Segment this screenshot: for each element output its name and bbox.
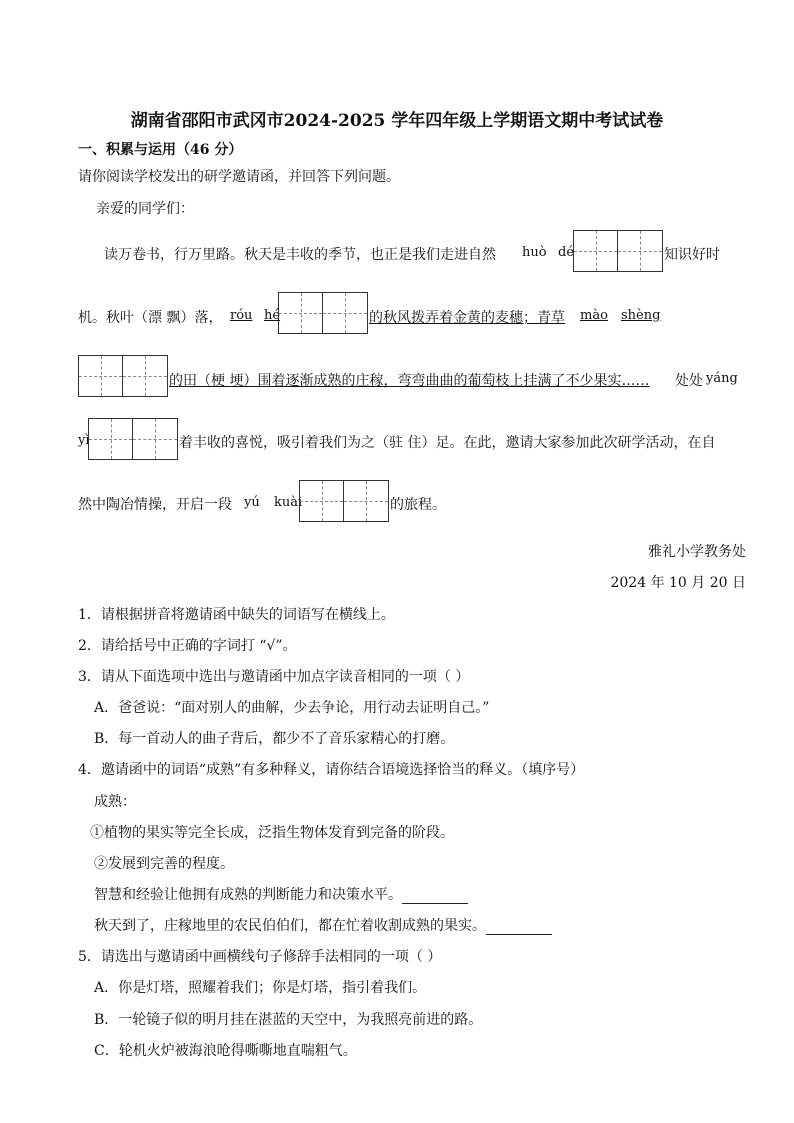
question-5-option-a: A．你是灯塔，照耀着我们；你是灯塔，指引着我们。 xyxy=(94,980,427,996)
letter-date: 2024 年 10 月 20 日 xyxy=(610,575,746,591)
letter-line-5a: 然中陶冶情操，开启一段 xyxy=(78,497,232,513)
answer-box-maosheng[interactable] xyxy=(78,355,168,397)
question-2: 2．请给括号中正确的字词打 “√”。 xyxy=(78,638,297,654)
answer-cell[interactable] xyxy=(279,293,323,333)
pinyin-sheng: shèng xyxy=(621,308,661,323)
pinyin-rou: róu xyxy=(230,308,253,323)
answer-cell[interactable] xyxy=(323,293,367,333)
question-4-label: 成熟： xyxy=(94,794,136,810)
letter-line-1a: 读万卷书，行万里路。秋天是丰收的季节，也正是我们走进自然 xyxy=(104,247,496,263)
question-5-option-c: C．轮机火炉被海浪呛得嘶嘶地直喘粗气。 xyxy=(94,1043,357,1059)
answer-blank[interactable] xyxy=(486,920,552,935)
letter-line-3b: 处处 xyxy=(675,373,703,389)
answer-cell[interactable] xyxy=(344,481,388,521)
answer-cell[interactable] xyxy=(300,481,344,521)
question-5: 5．请选出与邀请函中画横线句子修辞手法相同的一项（ ） xyxy=(78,949,442,965)
question-4-meaning-2: ②发展到完善的程度。 xyxy=(94,856,234,872)
sentence-text: 智慧和经验让他拥有成熟的判断能力和决策水平。 xyxy=(94,887,402,903)
pinyin-he: hé xyxy=(264,308,281,323)
answer-box-huode[interactable] xyxy=(573,230,663,272)
answer-box-yangyi[interactable] xyxy=(88,418,178,460)
question-3-option-b: B．每一首动人的曲子背后，都少不了音乐家精心的打磨。 xyxy=(94,731,455,747)
pinyin-yang: yáng xyxy=(706,371,738,386)
answer-box-rouhe[interactable] xyxy=(278,292,368,334)
question-3-option-a: A．爸爸说：“面对别人的曲解，少去争论，用行动去证明自己。” xyxy=(94,700,490,716)
section-heading: 一、积累与运用（46 分） xyxy=(78,142,243,158)
answer-blank[interactable] xyxy=(402,889,468,904)
sentence-text: 秋天到了，庄稼地里的农民伯伯们，都在忙着收割成熟的果实。 xyxy=(94,918,486,934)
intro-text: 请你阅读学校发出的研学邀请函，并回答下列问题。 xyxy=(78,169,400,185)
pinyin-de: dé xyxy=(558,245,575,260)
letter-line-4: 着丰收的喜悦，吸引着我们为之（驻 住）足。在此，邀请大家参加此次研学活动，在自 xyxy=(179,435,716,451)
answer-cell[interactable] xyxy=(574,231,618,271)
answer-cell[interactable] xyxy=(79,356,123,396)
question-4-sentence-2 xyxy=(94,915,552,935)
letter-line-3a: 的田（梗 埂）围着逐渐成熟的庄稼，弯弯曲曲的葡萄枝上挂满了不少果实…… xyxy=(169,373,650,389)
page-title: 湖南省邵阳市武冈市2024-2025 学年四年级上学期语文期中考试试卷 xyxy=(130,111,664,131)
question-5-option-b: B．一轮镜子似的明月挂在湛蓝的天空中，为我照亮前进的路。 xyxy=(94,1012,483,1028)
question-1: 1．请根据拼音将邀请函中缺失的词语写在横线上。 xyxy=(78,607,395,623)
salutation: 亲爱的同学们： xyxy=(96,201,194,217)
answer-cell[interactable] xyxy=(123,356,167,396)
question-4-meaning-1: ①植物的果实等完全长成，泛指生物体发育到完备的阶段。 xyxy=(90,825,454,841)
question-4-sentence-1 xyxy=(94,884,468,904)
question-4: 4．邀请函中的词语“成熟”有多种释义，请你结合语境选择恰当的释义。（填序号） xyxy=(78,762,585,778)
letter-line-2a: 机。秋叶（漂 飘）落， xyxy=(78,310,223,326)
pinyin-mao: mào xyxy=(580,308,608,323)
question-3: 3．请从下面选项中选出与邀请函中加点字读音相同的一项（ ） xyxy=(78,669,470,685)
pinyin-yu: yú xyxy=(244,495,260,510)
answer-cell[interactable] xyxy=(618,231,662,271)
letter-line-1b: 知识好时 xyxy=(664,247,720,263)
letter-signature: 雅礼小学教务处 xyxy=(648,544,746,560)
answer-cell[interactable] xyxy=(89,419,133,459)
answer-cell[interactable] xyxy=(133,419,177,459)
letter-line-2b: 的秋风拨弄着金黄的麦穗；青草 xyxy=(369,310,565,326)
pinyin-yi: yì xyxy=(78,433,90,448)
letter-line-5b: 的旅程。 xyxy=(390,497,446,513)
pinyin-huo: huò xyxy=(522,245,547,260)
answer-box-yukuai[interactable] xyxy=(299,480,389,522)
pinyin-kuai: kuài xyxy=(274,495,303,510)
